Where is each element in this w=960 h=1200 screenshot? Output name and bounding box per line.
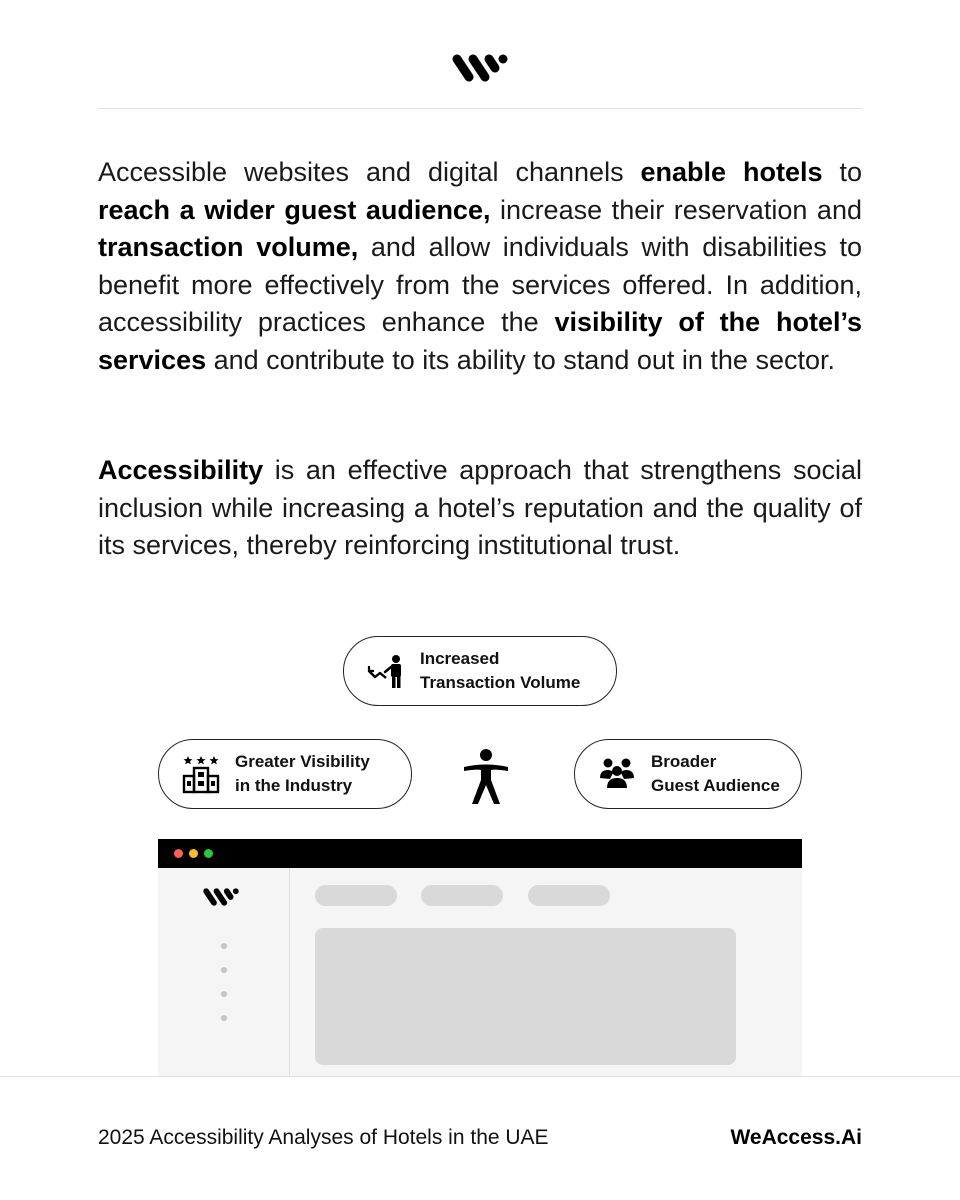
benefit-label-line: Increased: [420, 649, 500, 668]
paragraph-text: to: [822, 157, 862, 187]
sidebar-nav-dot: [221, 967, 227, 973]
benefit-label-line: Greater Visibility: [235, 752, 370, 771]
paragraph-text: and contribute to its ability to stand out in the sector.: [206, 344, 835, 375]
browser-mockup: [158, 839, 802, 1076]
presenter-growth-icon: [366, 651, 406, 691]
benefit-label-line: Transaction Volume: [420, 673, 581, 692]
paragraph-text: increase their reservation and: [490, 194, 862, 225]
paragraph-emphasis: enable hotels: [640, 157, 823, 187]
hotel-stars-icon: [181, 754, 221, 794]
footer-brand: WeAccess.Ai: [730, 1126, 862, 1149]
sidebar-nav-dot: [221, 943, 227, 949]
footer-title: 2025 Accessibility Analyses of Hotels in the UAE: [98, 1126, 549, 1149]
placeholder-tab: [315, 885, 397, 906]
paragraph-emphasis: visibility of the hotel’s services: [98, 307, 862, 375]
benefit-label-line: Broader: [651, 752, 717, 771]
accessibility-person-icon: [462, 748, 510, 806]
header-divider: [98, 108, 862, 109]
benefit-industry-visibility: [158, 739, 412, 809]
placeholder-tab: [421, 885, 503, 906]
paragraph-text: is an effective approach that strengthens social inclusion while increasing a hotel’s reputation and the quality of its services, thereby reinforcing institutional trust.: [98, 455, 862, 560]
paragraph-text: Accessible websites and digital channels: [98, 157, 641, 187]
benefit-guest-audience: [574, 739, 802, 809]
benefit-label-line: Guest Audience: [651, 776, 780, 795]
sidebar-nav-dot: [221, 991, 227, 997]
paragraph-emphasis: Accessibility: [98, 455, 264, 485]
intro-paragraph: [98, 154, 862, 379]
sidebar-nav-dot: [221, 1015, 227, 1021]
weaccess-logo-icon: [203, 886, 239, 908]
browser-title-bar: [158, 839, 802, 868]
paragraph-text: and allow individuals with disabilities to benefit more effectively from the services offered. In addition, accessibility practices enhance the: [98, 232, 862, 337]
benefit-transaction-volume: [343, 636, 617, 706]
accessibility-paragraph: [98, 452, 862, 565]
placeholder-content-block: [315, 928, 736, 1065]
footer-divider: [0, 1076, 960, 1077]
paragraph-emphasis: transaction volume,: [98, 232, 359, 262]
browser-sidebar: [158, 868, 290, 1076]
window-maximize-dot: [204, 849, 213, 858]
weaccess-logo-icon: [452, 52, 508, 84]
window-close-dot: [174, 849, 183, 858]
group-people-icon: [597, 754, 637, 794]
paragraph-emphasis: reach a wider guest audience,: [98, 194, 491, 225]
window-minimize-dot: [189, 849, 198, 858]
benefit-label-line: in the Industry: [235, 776, 353, 795]
placeholder-tab: [528, 885, 610, 906]
